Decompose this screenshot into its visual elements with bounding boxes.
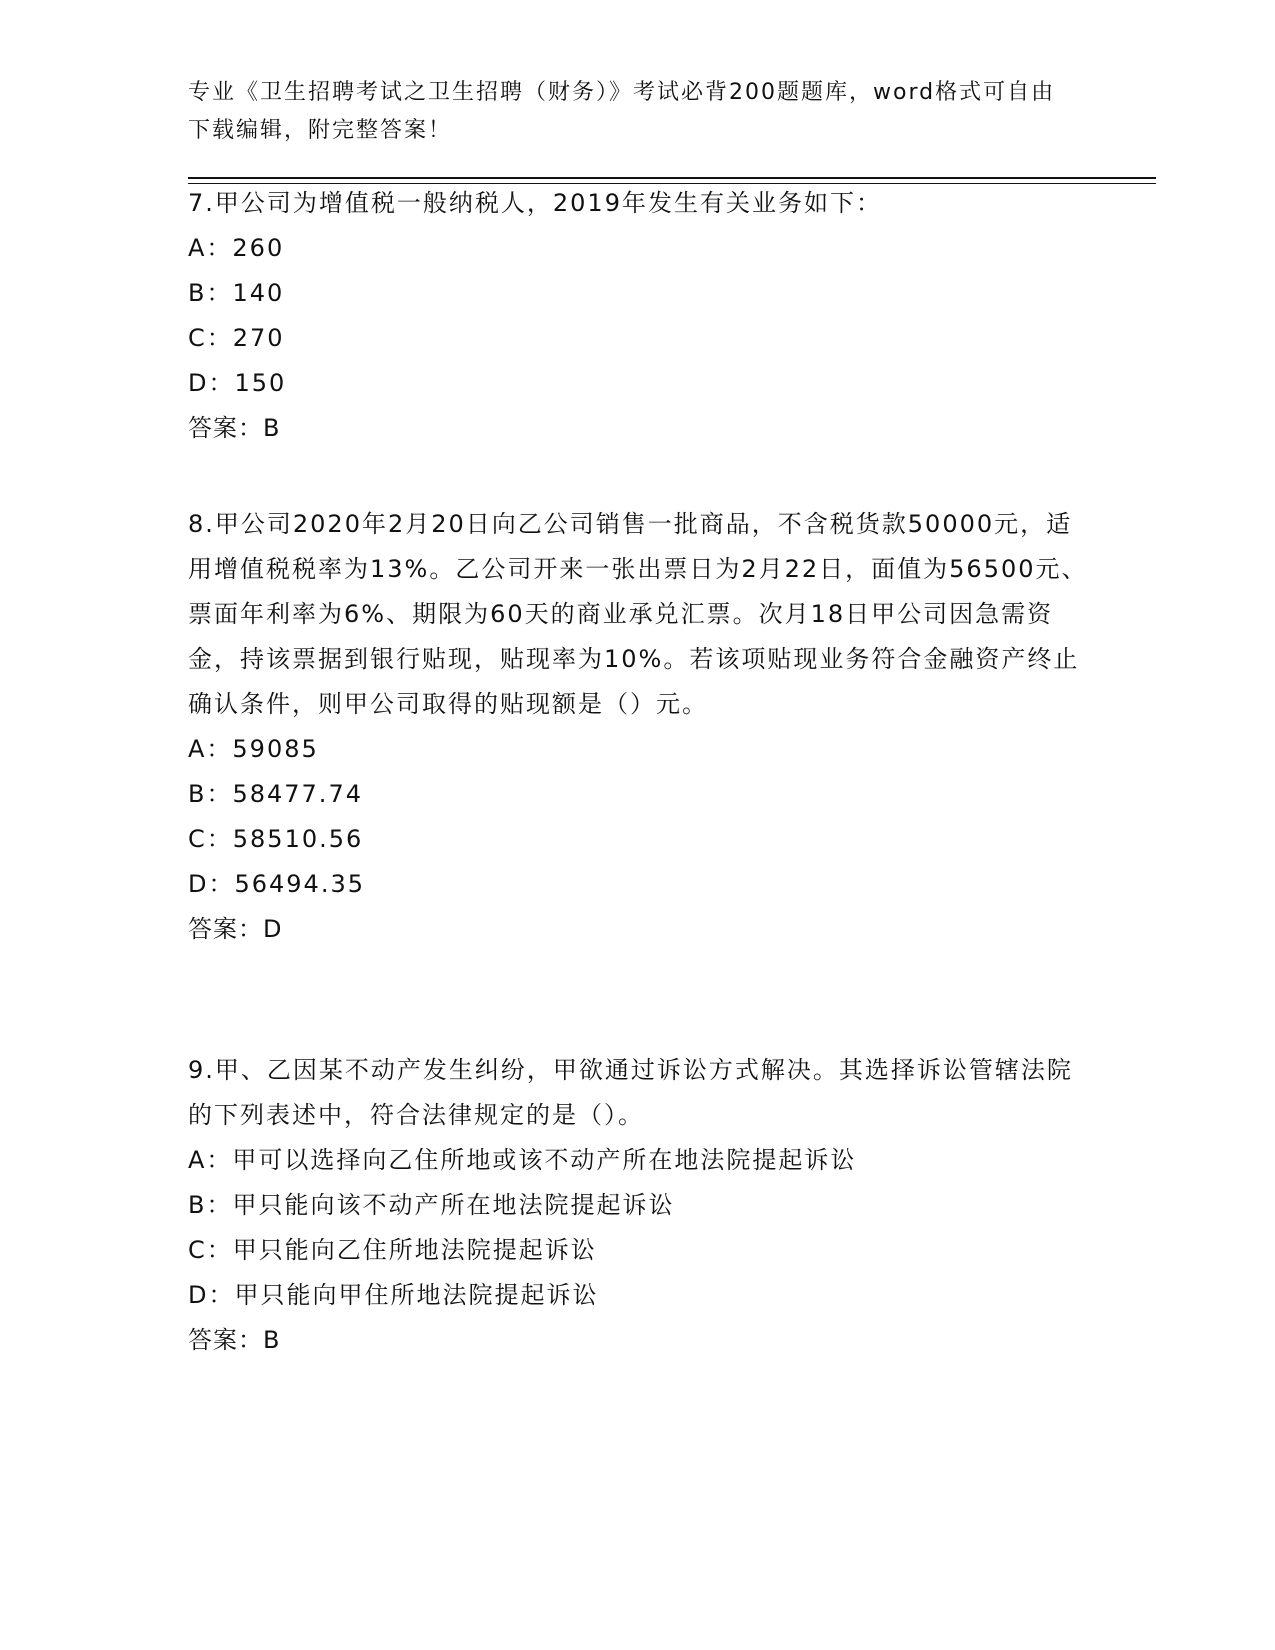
- option-c: C：甲只能向乙住所地法院提起诉讼: [188, 1236, 597, 1264]
- question-stem: 7.甲公司为增值税一般纳税人，2019年发生有关业务如下：: [188, 189, 882, 217]
- option-d: D：56494.35: [188, 870, 365, 898]
- option-b: B：140: [188, 279, 285, 307]
- question-stem: 9.甲、乙因某不动产发生纠纷，甲欲通过诉讼方式解决。其选择诉讼管辖法院的下列表述中，符合法律规定的是（）。: [188, 1056, 1073, 1129]
- answer-label: 答案：: [188, 414, 263, 442]
- answer-label: 答案：: [188, 915, 263, 943]
- answer-value: D: [263, 915, 283, 943]
- option-b: B：甲只能向该不动产所在地法院提起诉讼: [188, 1191, 675, 1219]
- answer-line: [188, 907, 1088, 952]
- answer-line: [188, 406, 1088, 451]
- answer-value: B: [263, 414, 281, 442]
- option-b: B：58477.74: [188, 780, 363, 808]
- question-stem: 8.甲公司2020年2月20日向乙公司销售一批商品，不含税货款50000元，适用增值税税率为13%。乙公司开来一张出票日为2月22日，面值为56500元、票面年利率为6%、期限为60天的商业承兑汇票。次月18日甲公司因急需资金，持该票据到银行贴现，贴现率为10%。若该项贴现业务符合金融资产终止确认条件，则甲公司取得的贴现额是（）元。: [188, 510, 1088, 718]
- option-d: D：甲只能向甲住所地法院提起诉讼: [188, 1281, 599, 1309]
- answer-label: 答案：: [188, 1326, 263, 1354]
- option-c: C：58510.56: [188, 825, 364, 853]
- question-9: [188, 1048, 1088, 1363]
- document-title: 专业《卫生招聘考试之卫生招聘（财务）》考试必背200题题库，word格式可自由下载编辑，附完整答案！: [188, 80, 1056, 143]
- option-c: C：270: [188, 324, 285, 352]
- header-divider-thick: [188, 177, 1156, 179]
- question-8: [188, 502, 1088, 952]
- answer-value: B: [263, 1326, 281, 1354]
- question-7: [188, 181, 1088, 451]
- answer-line: [188, 1318, 1088, 1363]
- option-a: A：59085: [188, 735, 319, 763]
- option-a: A：260: [188, 234, 285, 262]
- option-d: D：150: [188, 369, 287, 397]
- option-a: A：甲可以选择向乙住所地或该不动产所在地法院提起诉讼: [188, 1146, 857, 1174]
